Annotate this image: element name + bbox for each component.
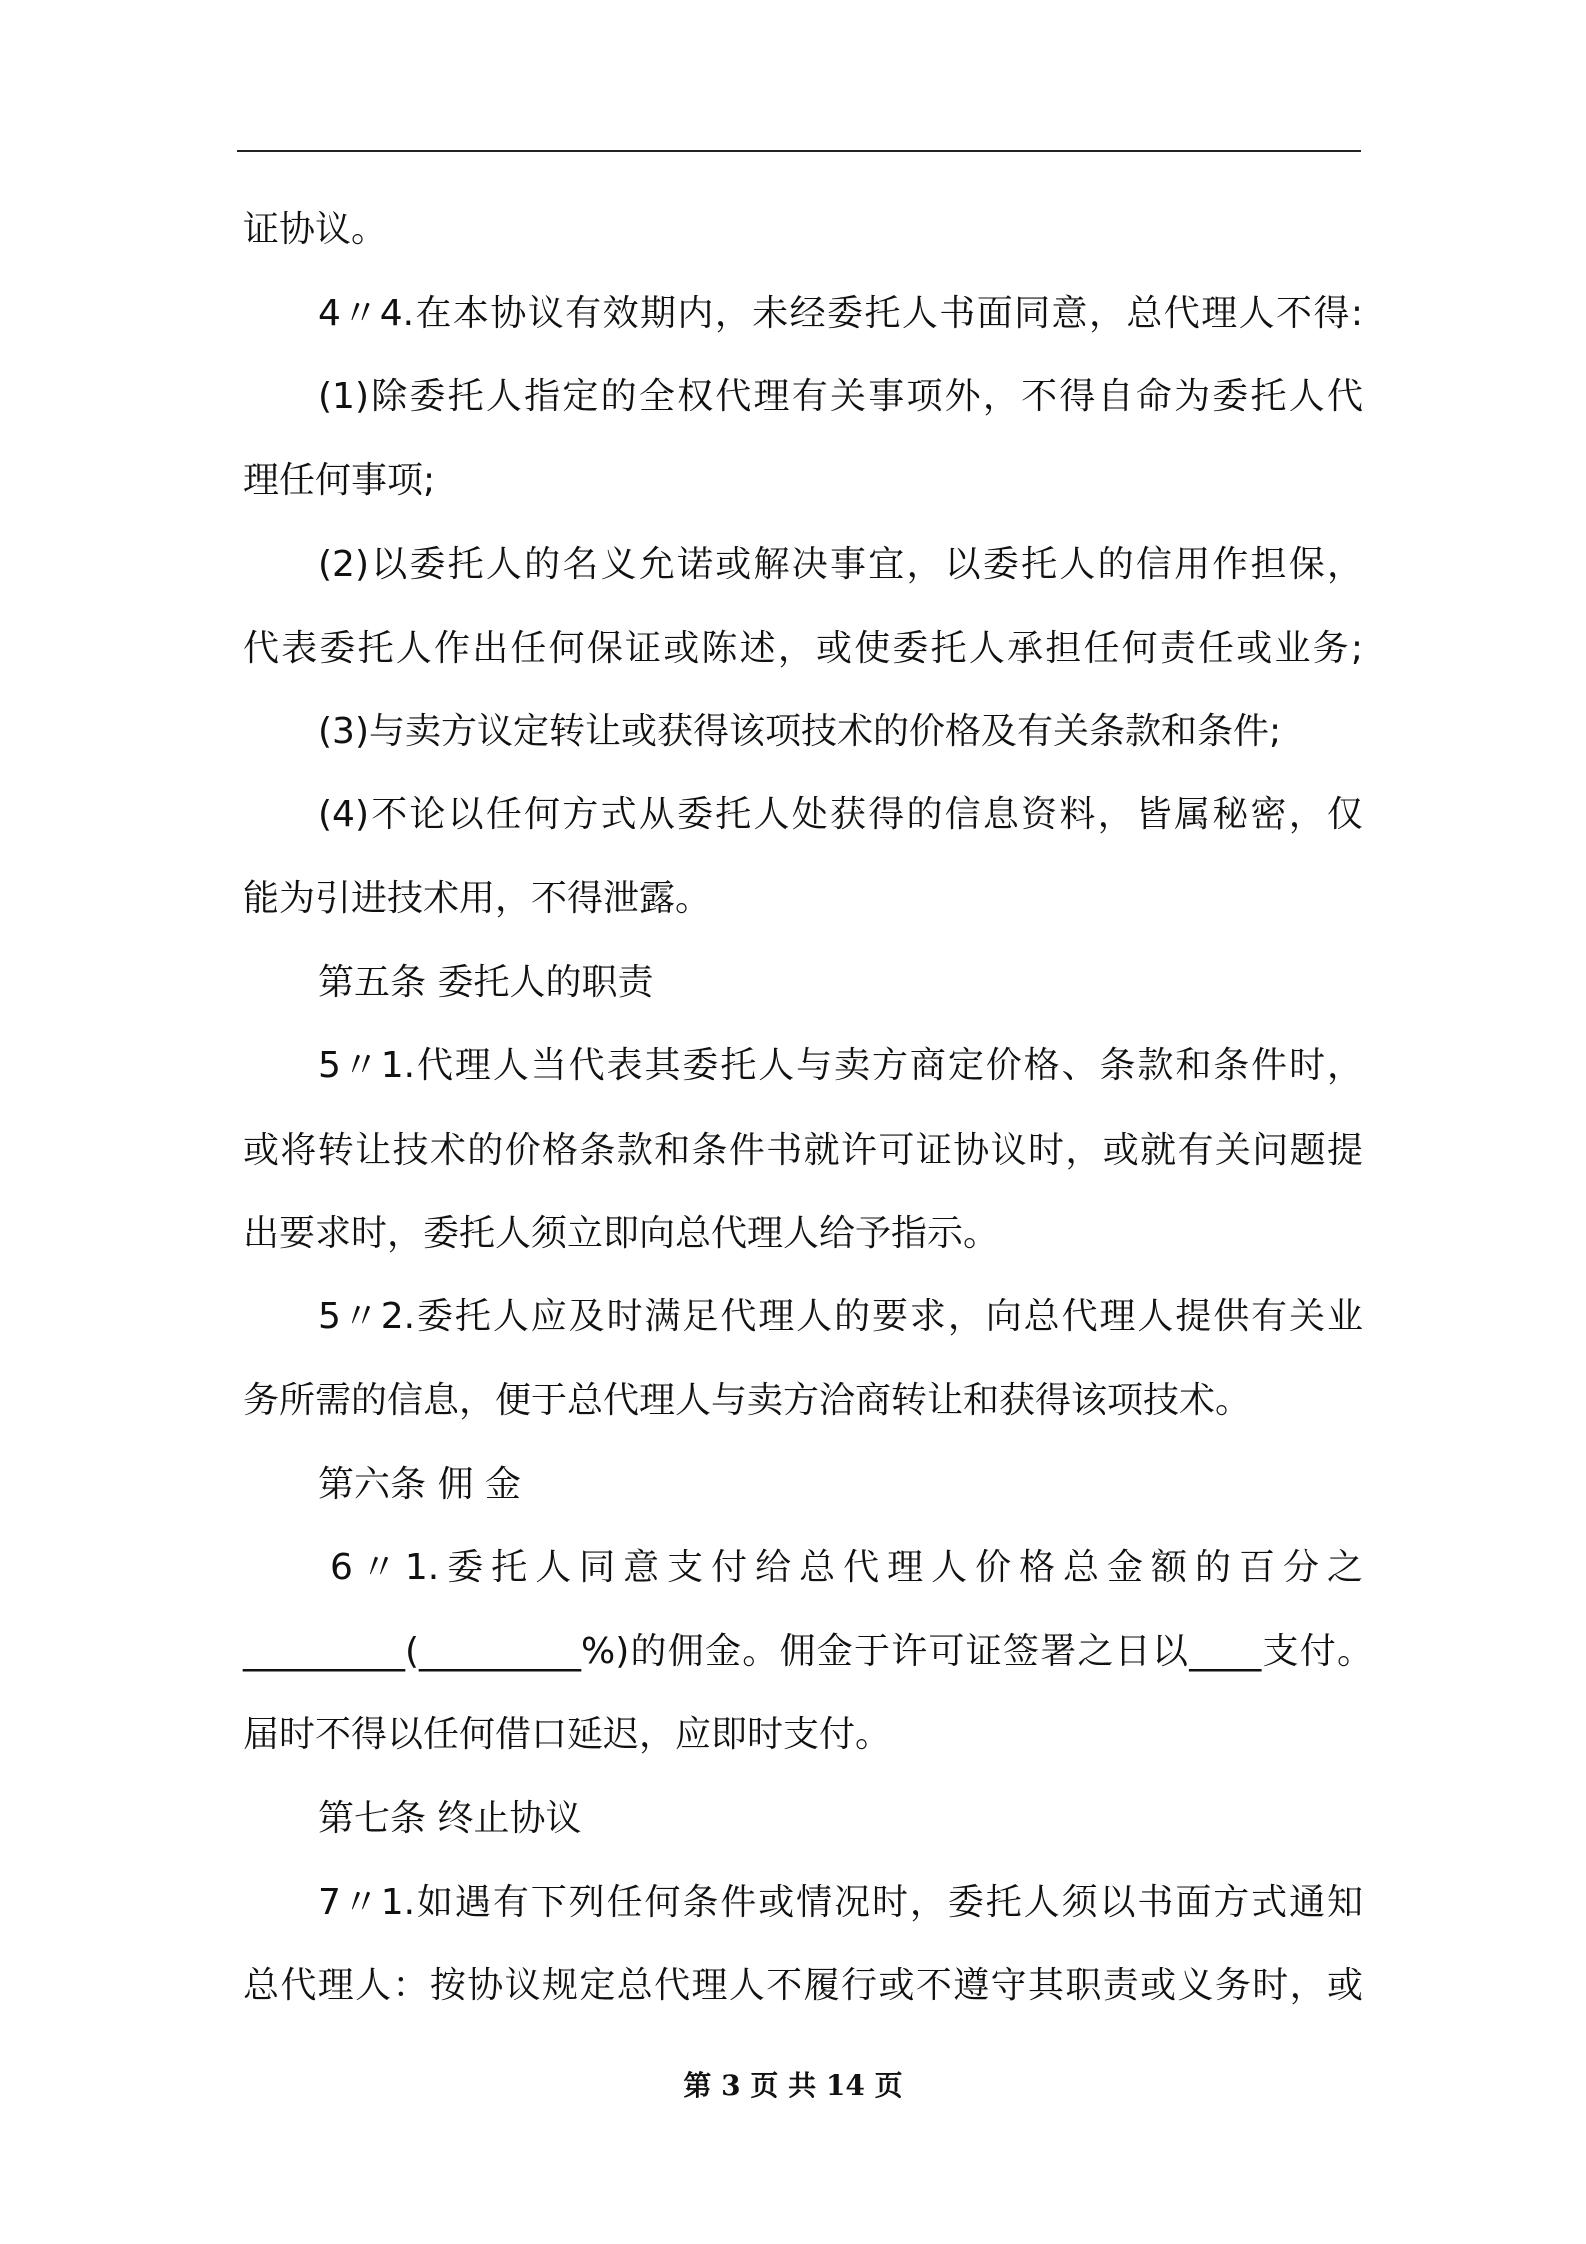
text-line: 证协议。: [243, 209, 388, 250]
page-number: 第 3 页 共 14 页: [683, 2069, 903, 2102]
text-line: 或将转让技术的价格条款和条件书就许可证协议时，或就有关问题提: [243, 1130, 1363, 1171]
text-line: 能为引进技术用，不得泄露。: [243, 878, 712, 919]
header-rule: [237, 150, 1361, 152]
text-line: 4〃4.在本协议有效期内，未经委托人书面同意，总代理人不得:: [318, 293, 1363, 334]
section-heading: 第七条 终止协议: [318, 1798, 582, 1839]
text-line: 5〃2.委托人应及时满足代理人的要求，向总代理人提供有关业: [318, 1296, 1363, 1337]
text-line: (2)以委托人的名义允诺或解决事宜，以委托人的信用作担保，: [318, 544, 1363, 585]
text-line: 出要求时，委托人须立即向总代理人给予指示。: [243, 1213, 1000, 1254]
text-line: 理任何事项;: [243, 460, 436, 501]
text-line: 届时不得以任何借口延迟，应即时支付。: [243, 1714, 892, 1755]
section-heading: 第五条 委托人的职责: [318, 962, 654, 1003]
text-line: _________(_________%)的佣金。佣金于许可证签署之日以____支付。: [243, 1631, 1373, 1672]
text-line: 代表委托人作出任何保证或陈述，或使委托人承担任何责任或业务;: [243, 628, 1363, 669]
text-line: (1)除委托人指定的全权代理有关事项外，不得自命为委托人代: [318, 376, 1363, 417]
text-line: 总代理人：按协议规定总代理人不履行或不遵守其职责或义务时，或: [243, 1965, 1363, 2006]
text-line: (3)与卖方议定转让或获得该项技术的价格及有关条款和条件;: [318, 711, 1282, 752]
text-line: (4)不论以任何方式从委托人处获得的信息资料，皆属秘密，仅: [318, 794, 1363, 835]
text-line: 5〃1.代理人当代表其委托人与卖方商定价格、条款和条件时，: [318, 1045, 1363, 1086]
text-line: 7〃1.如遇有下列任何条件或情况时，委托人须以书面方式通知: [318, 1882, 1363, 1923]
section-heading: 第六条 佣 金: [318, 1464, 521, 1505]
text-line: 6〃1.委托人同意支付给总代理人价格总金额的百分之: [330, 1547, 1363, 1588]
text-line: 务所需的信息，便于总代理人与卖方洽商转让和获得该项技术。: [243, 1380, 1252, 1421]
